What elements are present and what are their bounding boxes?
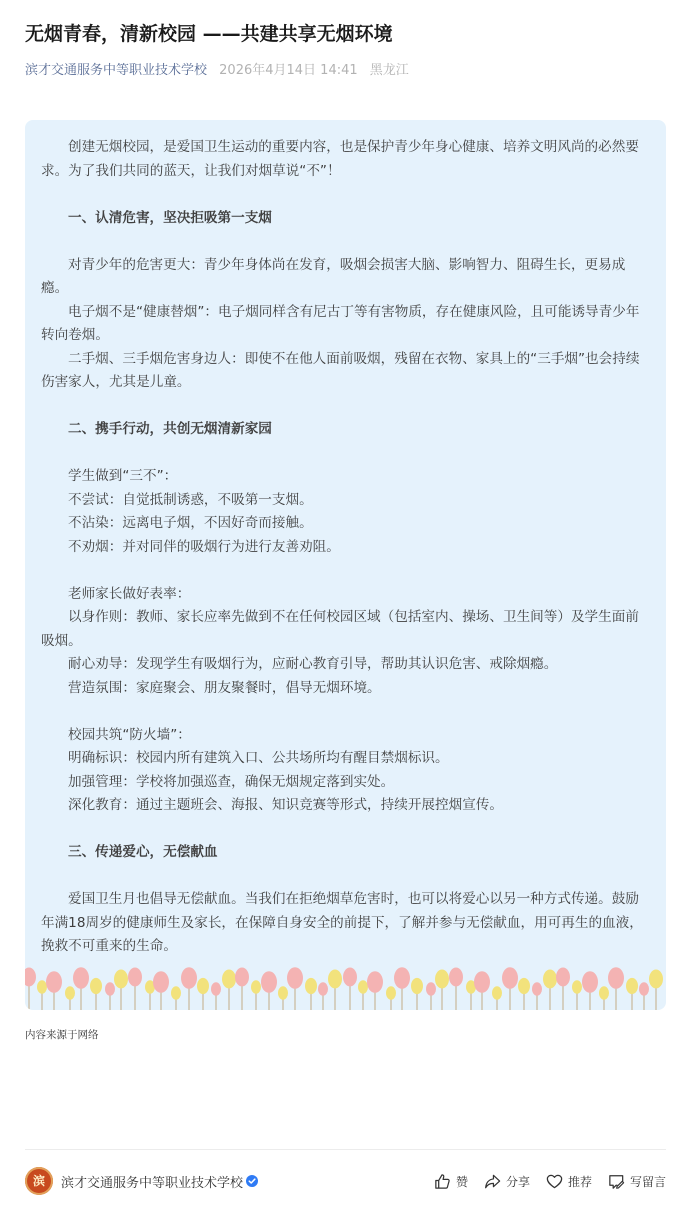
campus-item: 明确标识：校园内所有建筑入口、公共场所均有醒目禁烟标识。 bbox=[68, 750, 449, 766]
comment-button[interactable] bbox=[607, 1172, 666, 1191]
section1-heading: 一、认清危害，坚决拒吸第一支烟 bbox=[68, 209, 272, 226]
comment-icon bbox=[607, 1172, 626, 1191]
share-button[interactable] bbox=[483, 1172, 530, 1191]
teachers-title: 老师家长做好表率： bbox=[68, 585, 191, 602]
article-meta bbox=[25, 62, 409, 80]
action-bar bbox=[418, 1172, 666, 1191]
recommend-button[interactable] bbox=[545, 1172, 592, 1191]
article-body bbox=[41, 136, 651, 959]
publish-location: 黑龙江 bbox=[369, 63, 409, 78]
campus-item: 加强管理：学校将加强巡查，确保无烟规定落到实处。 bbox=[68, 773, 395, 790]
campus-title: 校园共筑“防火墙”： bbox=[68, 726, 191, 743]
article-title: 无烟青春，清新校园 ——共建共享无烟环境 bbox=[25, 23, 393, 45]
recommend-label: 推荐 bbox=[567, 1174, 592, 1189]
tree-border-decoration bbox=[25, 962, 666, 1010]
thumb-up-icon bbox=[433, 1172, 452, 1191]
section1-item: 二手烟、三手烟危害身边人：即使不在他人面前吸烟，残留在衣物、家具上的“三手烟”也会持续伤害家人，尤其是儿童。 bbox=[41, 350, 640, 390]
students-item: 不尝试：自觉抵制诱惑，不吸第一支烟。 bbox=[68, 491, 313, 508]
campus-item: 深化教育：通过主题班会、海报、知识竞赛等形式，持续开展控烟宣传。 bbox=[68, 797, 503, 813]
verified-icon bbox=[246, 1175, 258, 1187]
intro-paragraph: 创建无烟校园，是爱国卫生运动的重要内容，也是保护青少年身心健康、培养文明风尚的必然要求。为了我们共同的蓝天，让我们对烟草说“不”！ bbox=[41, 139, 639, 179]
like-label: 赞 bbox=[455, 1174, 468, 1189]
account-link[interactable]: 滨才交通服务中等职业技术学校 bbox=[25, 63, 208, 78]
like-button[interactable] bbox=[433, 1172, 468, 1191]
section3-paragraph: 爱国卫生月也倡导无偿献血。当我们在拒绝烟草危害时，也可以将爱心以另一种方式传递。鼓励年满18周岁的健康师生及家长，在保障自身安全的前提下，了解并参与无偿献血，用可再生的血液，挽救不可重来的生命。 bbox=[41, 891, 643, 954]
heart-icon bbox=[545, 1172, 564, 1191]
account-avatar[interactable] bbox=[25, 1167, 53, 1195]
avatar-char: 滨 bbox=[32, 1174, 45, 1188]
publish-date: 2026年4月14日 14:41 bbox=[219, 63, 358, 78]
section1-item: 电子烟不是“健康替烟”：电子烟同样含有尼古丁等有害物质，存在健康风险，且可能诱导青少年转向卷烟。 bbox=[41, 303, 640, 343]
section3-heading: 三、传递爱心，无偿献血 bbox=[68, 844, 218, 860]
students-item: 不劝烟：并对同伴的吸烟行为进行友善劝阻。 bbox=[68, 538, 340, 555]
students-item: 不沾染：远离电子烟，不因好奇而接触。 bbox=[68, 515, 313, 531]
section1-item: 对青少年的危害更大：青少年身体尚在发育，吸烟会损害大脑、影响智力、阻碍生长，更易成瘾。 bbox=[41, 256, 626, 296]
source-note: 内容来源于网络 bbox=[25, 1029, 99, 1041]
footer-bar bbox=[25, 1164, 666, 1198]
section2-heading: 二、携手行动，共创无烟清新家园 bbox=[68, 421, 272, 437]
teachers-item: 营造氛围：家庭聚会、朋友聚餐时，倡导无烟环境。 bbox=[68, 679, 381, 696]
teachers-item: 耐心劝导：发现学生有吸烟行为，应耐心教育引导，帮助其认识危害、戒除烟瘾。 bbox=[68, 656, 558, 672]
students-title: 学生做到“三不”： bbox=[68, 468, 178, 484]
article-card bbox=[25, 120, 666, 1010]
footer-divider bbox=[25, 1149, 666, 1150]
teachers-item: 以身作则：教师、家长应率先做到不在任何校园区域（包括室内、操场、卫生间等）及学生面前吸烟。 bbox=[41, 609, 639, 649]
footer-account-name[interactable]: 滨才交通服务中等职业技术学校 bbox=[61, 1175, 244, 1191]
share-label: 分享 bbox=[505, 1174, 530, 1189]
share-icon bbox=[483, 1172, 502, 1191]
comment-label: 写留言 bbox=[629, 1174, 666, 1189]
